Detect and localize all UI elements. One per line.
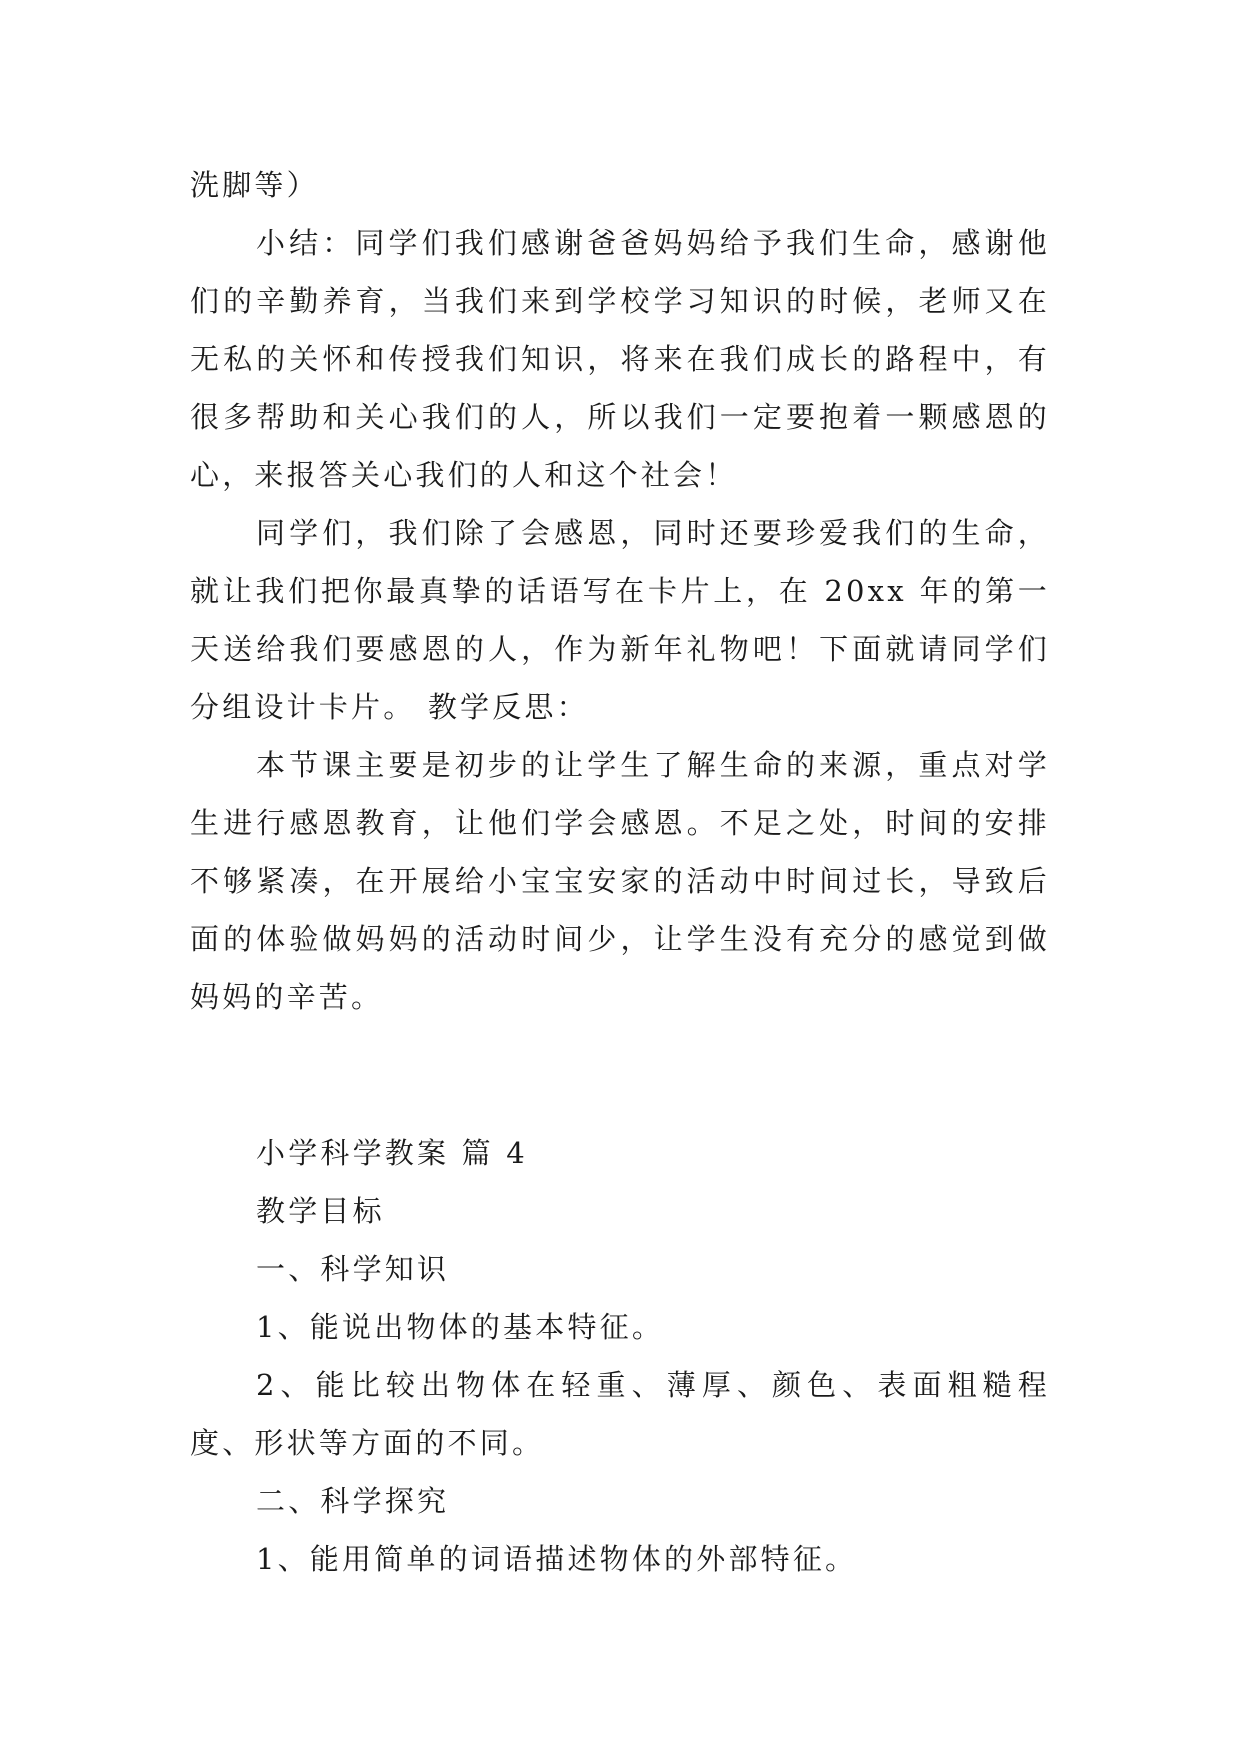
document-body <box>190 156 1050 1588</box>
list-item: 1、能说出物体的基本特征。 <box>256 1310 665 1344</box>
paragraph-summary: 小结：同学们我们感谢爸爸妈妈给予我们生命，感谢他们的辛勤养育，当我们来到学校学习知识的时候，老师又在无私的关怀和传授我们知识，将来在我们成长的路程中，有很多帮助和关心我们的人，所以我们一定要抱着一颗感恩的心，来报答关心我们的人和这个社会！ <box>190 226 1050 492</box>
list-item: 2、能比较出物体在轻重、薄厚、颜色、表面粗糙程度、形状等方面的不同。 <box>190 1368 1050 1460</box>
section-title: 小学科学教案 篇 4 <box>256 1136 528 1170</box>
heading-science-inquiry: 二、科学探究 <box>256 1484 450 1518</box>
paragraph-card-activity: 同学们，我们除了会感恩，同时还要珍爱我们的生命，就让我们把你最真挚的话语写在卡片上，在 20xx 年的第一天送给我们要感恩的人，作为新年礼物吧！下面就请同学们分组设计卡片。 教学反思： <box>190 516 1050 724</box>
section-gap <box>190 1026 1050 1124</box>
paragraph-reflection: 本节课主要是初步的让学生了解生命的来源，重点对学生进行感恩教育，让他们学会感恩。不足之处，时间的安排不够紧凑，在开展给小宝宝安家的活动中时间过长，导致后面的体验做妈妈的活动时间少，让学生没有充分的感觉到做妈妈的辛苦。 <box>190 748 1050 1014</box>
heading-teaching-goals: 教学目标 <box>256 1194 385 1228</box>
paragraph-continuation: 洗脚等） <box>190 168 319 202</box>
list-item: 1、能用简单的词语描述物体的外部特征。 <box>256 1542 858 1576</box>
heading-science-knowledge: 一、科学知识 <box>256 1252 450 1286</box>
